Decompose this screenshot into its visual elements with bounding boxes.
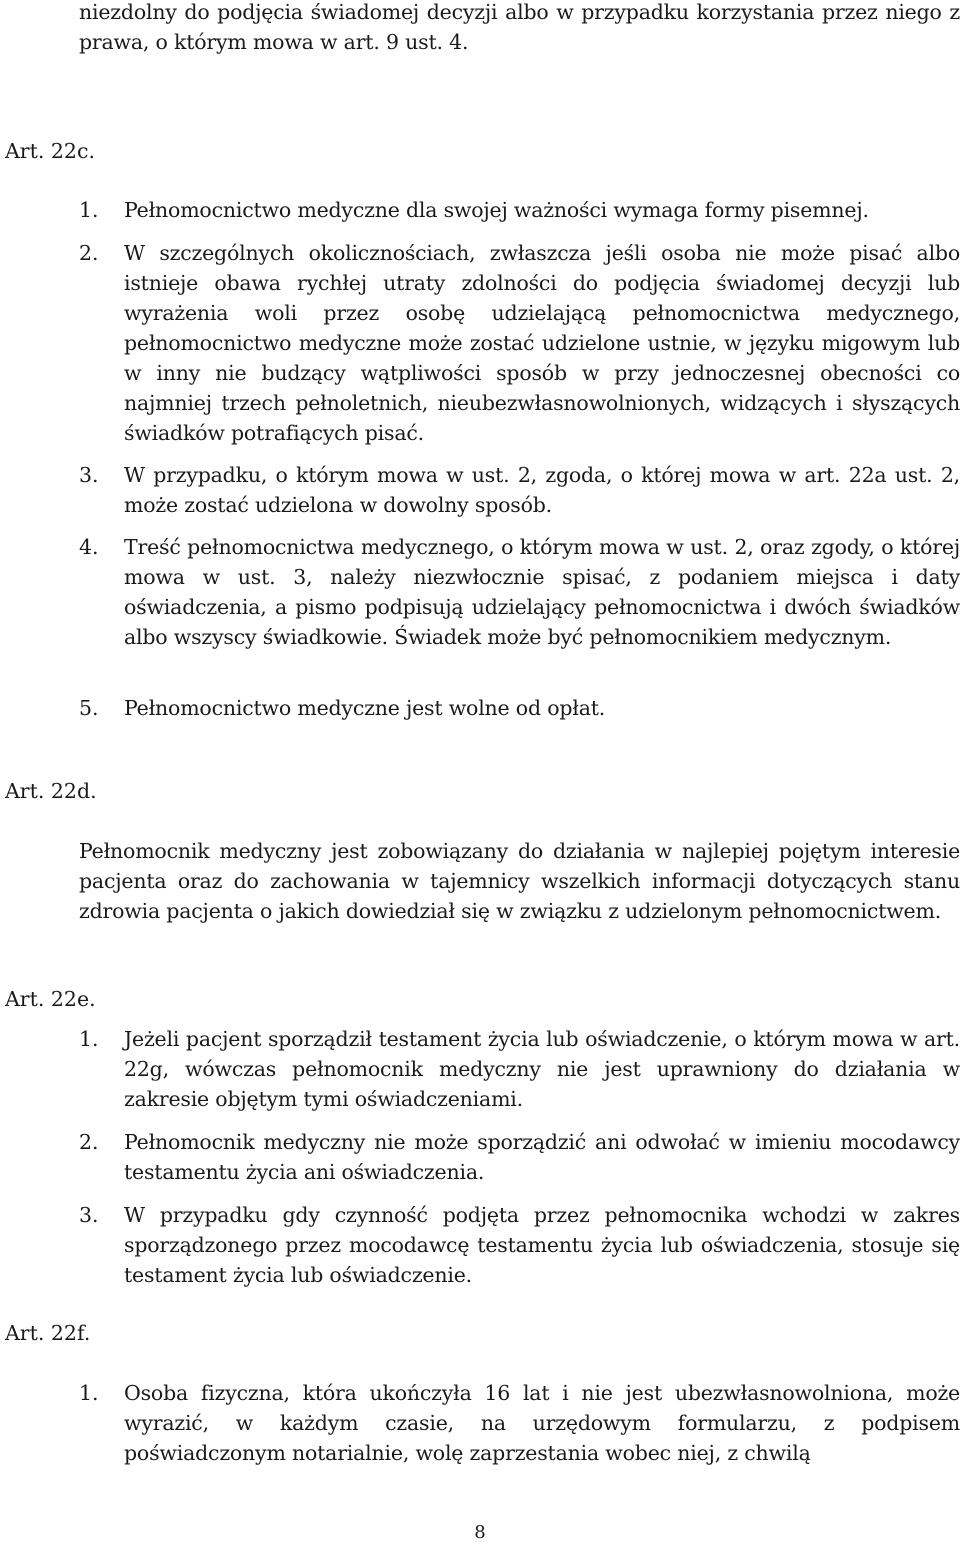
article-heading-22c: Art. 22c. <box>5 139 95 163</box>
item-text: W przypadku, o którym mowa w ust. 2, zgoda, o której mowa w art. 22a ust. 2, może zostać udzielona w dowolny sposób. <box>124 463 960 517</box>
article-heading-22f: Art. 22f. <box>5 1321 91 1345</box>
item-number: 1. <box>79 198 99 222</box>
article-heading-22e: Art. 22e. <box>5 987 96 1011</box>
item-number: 5. <box>79 696 99 720</box>
item-text: Jeżeli pacjent sporządził testament życia lub oświadczenie, o którym mowa w art. 22g, wówczas pełnomocnik medyczny nie jest uprawniony do działania w zakresie objętym tymi oświadczeniami. <box>124 1027 960 1111</box>
item-text: Osoba fizyczna, która ukończyła 16 lat i nie jest ubezwłasnowolniona, może wyrazić, w każdym czasie, na urzędowym formularzu, z podpisem poświadczonym notarialnie, wolę zaprzestania wobec niej, z chwilą <box>124 1381 960 1465</box>
item-text: W szczególnych okolicznościach, zwłaszcza jeśli osoba nie może pisać albo istnieje obawa rychłej utraty zdolności do podjęcia świadomej decyzji lub wyrażenia woli przez osobę udzielającą pełnomocnictwa medycznego, pełnomocnictwo medyczne może zostać udzielone ustnie, w języku migowym lub w inny nie budzący wątpliwości sposób w przy jednoczesnej obecności co najmniej trzech pełnoletnich, nieubezwłasnowolnionych, widzących i słyszących świadków potrafiących pisać. <box>124 241 960 445</box>
item-number: 3. <box>79 463 99 487</box>
item-number: 1. <box>79 1027 99 1051</box>
article-22d-paragraph: Pełnomocnik medyczny jest zobowiązany do działania w najlepiej pojętym interesie pacjenta oraz do zachowania w tajemnicy wszelkich informacji dotyczących stanu zdrowia pacjenta o jakich dowiedział się w związku z udzielonym pełnomocnictwem. <box>79 839 960 923</box>
item-text: Treść pełnomocnictwa medycznego, o którym mowa w ust. 2, oraz zgody, o której mowa w ust. 3, należy niezwłocznie spisać, z podaniem miejsca i daty oświadczenia, a pismo podpisują udzielający pełnomocnictwa i dwóch świadków albo wszyscy świadkowie. Świadek może być pełnomocnikiem medycznym. <box>124 535 960 649</box>
item-text: Pełnomocnictwo medyczne jest wolne od opłat. <box>124 696 606 720</box>
item-number: 1. <box>79 1381 99 1405</box>
page-number: 8 <box>474 1522 486 1543</box>
item-text: Pełnomocnictwo medyczne dla swojej ważności wymaga formy pisemnej. <box>124 198 869 222</box>
intro-paragraph: niezdolny do podjęcia świadomej decyzji albo w przypadku korzystania przez niego z prawa, o którym mowa w art. 9 ust. 4. <box>79 0 960 54</box>
article-heading-22d: Art. 22d. <box>5 779 97 803</box>
item-text: Pełnomocnik medyczny nie może sporządzić ani odwołać w imieniu mocodawcy testamentu życia ani oświadczenia. <box>124 1130 960 1184</box>
item-number: 4. <box>79 535 99 559</box>
item-number: 2. <box>79 241 99 265</box>
item-number: 3. <box>79 1203 99 1227</box>
item-number: 2. <box>79 1130 99 1154</box>
item-text: W przypadku gdy czynność podjęta przez pełnomocnika wchodzi w zakres sporządzonego przez mocodawcę testamentu życia lub oświadczenia, stosuje się testament życia lub oświadczenie. <box>124 1203 960 1287</box>
